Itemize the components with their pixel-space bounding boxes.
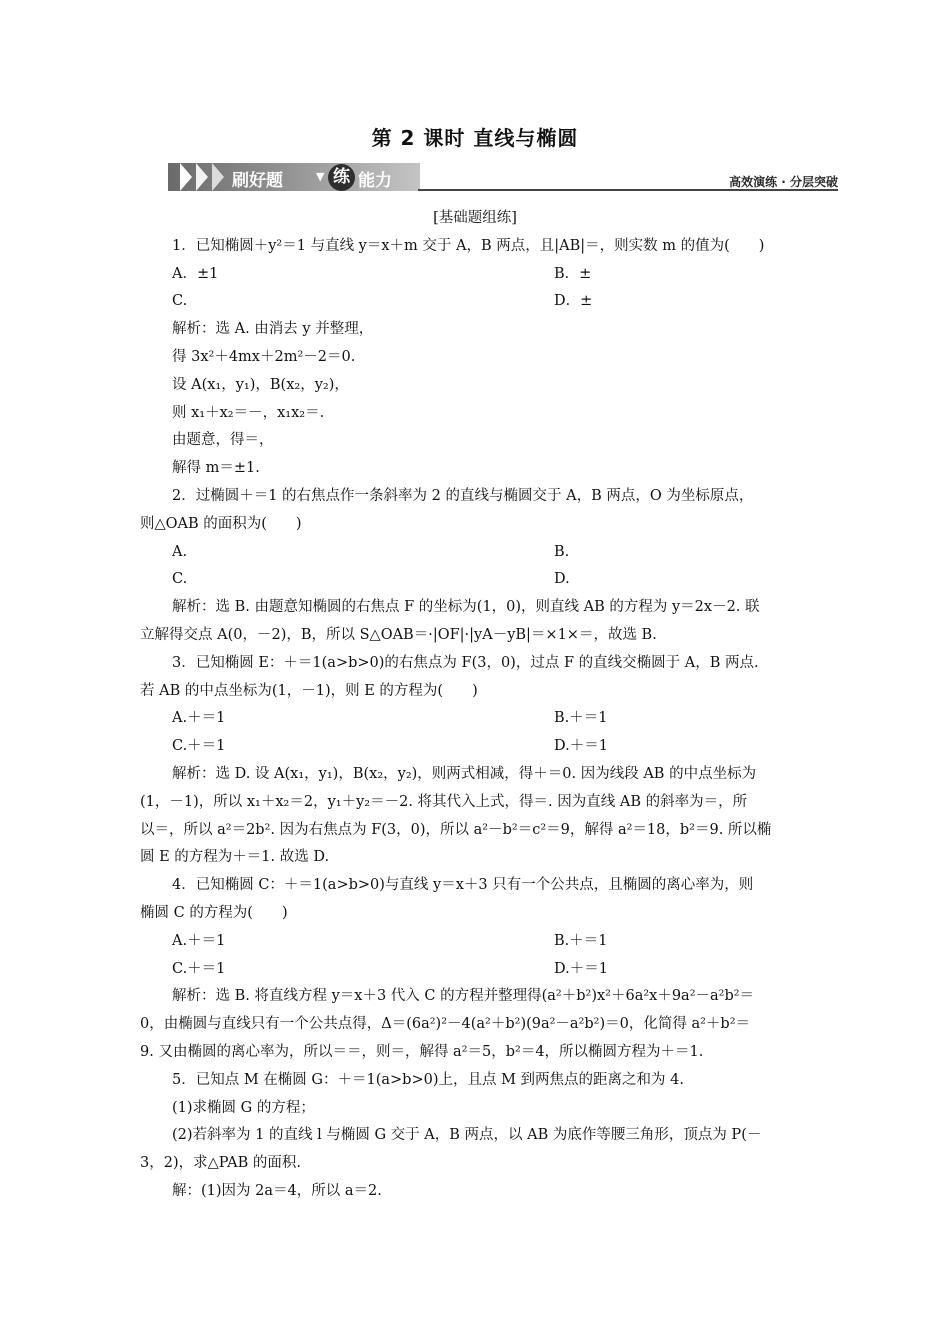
text-line xyxy=(0,1122,950,1150)
line-text-option: B．± xyxy=(554,265,592,282)
text-line xyxy=(0,928,950,956)
line-text: A.＋＝1 xyxy=(172,932,226,949)
text-line xyxy=(0,983,950,1011)
banner-circle-char: 练 xyxy=(328,164,355,191)
banner-dot-icon: ▼ xyxy=(316,170,325,183)
text-line xyxy=(0,678,950,706)
line-text: 解：(1)因为 2a＝4，所以 a＝2. xyxy=(172,1182,382,1199)
chevron-right-icon xyxy=(180,163,192,191)
text-line xyxy=(0,650,950,678)
text-line xyxy=(0,1067,950,1095)
text-line xyxy=(0,483,950,511)
line-text: A.＋＝1 xyxy=(172,710,226,727)
text-line xyxy=(0,1150,950,1178)
text-line xyxy=(0,511,950,539)
banner-label-2: 能力 xyxy=(358,171,392,191)
line-text: 解析：选 A. 由消去 y 并整理， xyxy=(172,321,374,338)
line-text: 1．已知椭圆＋y²＝1 与直线 y＝x＋m 交于 A，B 两点，且|AB|＝，则实数 m 的值为( ) xyxy=(172,237,765,254)
line-text: C.＋＝1 xyxy=(172,960,226,977)
text-line xyxy=(0,594,950,622)
text-line xyxy=(0,233,950,261)
text-line xyxy=(0,844,950,872)
text-line xyxy=(0,344,950,372)
text-line xyxy=(0,956,950,984)
text-line xyxy=(0,455,950,483)
text-line xyxy=(0,261,950,289)
line-text: A．±1 xyxy=(172,265,219,282)
text-line xyxy=(0,288,950,316)
line-text: 解析：选 B. 将直线方程 y＝x＋3 代入 C 的方程并整理得(a²＋b²)x²＋6a²x＋9a²－a²b²＝ xyxy=(172,988,755,1005)
text-line xyxy=(0,733,950,761)
line-text: 解析：选 B. 由题意知椭圆的右焦点 F 的坐标为(1，0)，则直线 AB 的方程为 y＝2x－2. 联 xyxy=(172,599,760,616)
text-line xyxy=(0,566,950,594)
line-text: (1，－1)，所以 x₁＋x₂＝2，y₁＋y₂＝－2. 将其代入上式，得＝. 因为直线 AB 的斜率为＝，所 xyxy=(140,793,748,810)
line-text-option: B.＋＝1 xyxy=(554,710,608,727)
section-heading: [基础题组练] xyxy=(433,210,517,226)
line-text-option: D．± xyxy=(554,293,593,310)
line-text: 立解得交点 A(0，－2)，B，所以 S△OAB＝·|OF|·|yA－yB|＝×1×＝，故选 B. xyxy=(140,626,657,643)
line-text-option: D.＋＝1 xyxy=(554,738,608,755)
chevron-right-icon xyxy=(196,163,208,191)
line-text: 则 x₁＋x₂＝－，x₁x₂＝. xyxy=(172,404,325,421)
line-text: 解得 m＝±1. xyxy=(172,460,260,477)
line-text: 由题意，得＝， xyxy=(172,432,274,449)
text-lines xyxy=(0,233,950,1206)
line-text: 3，2)，求△PAB 的面积. xyxy=(140,1155,302,1172)
text-line xyxy=(0,1178,950,1206)
line-text: C. xyxy=(172,293,188,310)
text-line xyxy=(0,1039,950,1067)
line-text: (2)若斜率为 1 的直线 l 与椭圆 G 交于 A，B 两点，以 AB 为底作等腰三角形，顶点为 P(－ xyxy=(172,1127,762,1144)
text-line xyxy=(0,817,950,845)
line-text: 3．已知椭圆 E：＋＝1(a>b>0)的右焦点为 F(3，0)，过点 F 的直线交椭圆于 A，B 两点. xyxy=(172,654,759,671)
line-text: 2．过椭圆＋＝1 的右焦点作一条斜率为 2 的直线与椭圆交于 A，B 两点，O 为坐标原点， xyxy=(172,487,754,504)
line-text: 0，由椭圆与直线只有一个公共点得，Δ＝(6a²)²－4(a²＋b²)(9a²－a²b²)＝0，化简得 a²＋b²＝ xyxy=(140,1016,751,1033)
document-body xyxy=(0,205,950,1206)
line-text: 设 A(x₁，y₁)，B(x₂，y₂)， xyxy=(172,376,349,393)
line-text: 5．已知点 M 在椭圆 G：＋＝1(a>b>0)上，且点 M 到两焦点的距离之和为 4. xyxy=(172,1071,684,1088)
text-line xyxy=(0,789,950,817)
line-text: 若 AB 的中点坐标为(1，－1)，则 E 的方程为( ) xyxy=(140,682,478,699)
section-banner xyxy=(168,160,838,196)
text-line xyxy=(0,900,950,928)
page-title: 第 2 课时 直线与椭圆 xyxy=(371,126,579,150)
line-text: C.＋＝1 xyxy=(172,738,226,755)
line-text: 圆 E 的方程为＋＝1. 故选 D. xyxy=(140,849,330,866)
text-line xyxy=(0,427,950,455)
line-text: C. xyxy=(172,571,188,588)
line-text: 4．已知椭圆 C：＋＝1(a>b>0)与直线 y＝x＋3 只有一个公共点，且椭圆的离心率为，则 xyxy=(172,877,754,894)
text-line xyxy=(0,872,950,900)
text-line xyxy=(0,1095,950,1123)
line-text-option: B. xyxy=(554,543,570,560)
text-line xyxy=(0,705,950,733)
line-text: 椭圆 C 的方程为( ) xyxy=(140,904,288,921)
banner-label: 刷好题 xyxy=(232,171,283,191)
text-line xyxy=(0,372,950,400)
section-heading-line xyxy=(0,205,950,233)
banner-right-text: 高效演练 · 分层突破 xyxy=(729,175,838,189)
line-text-option: B.＋＝1 xyxy=(554,932,608,949)
line-text-option: D. xyxy=(554,571,570,588)
text-line xyxy=(0,316,950,344)
line-text: 9. 又由椭圆的离心率为，所以＝＝，则＝，解得 a²＝5，b²＝4，所以椭圆方程为＋＝1. xyxy=(140,1043,704,1060)
text-line xyxy=(0,539,950,567)
line-text: 得 3x²＋4mx＋2m²－2＝0. xyxy=(172,348,356,365)
line-text: 解析：选 D. 设 A(x₁，y₁)，B(x₂，y₂)，则两式相减，得＋＝0. 因为线段 AB 的中点坐标为 xyxy=(172,765,757,782)
line-text: 以＝，所以 a²＝2b². 因为右焦点为 F(3，0)，所以 a²－b²＝c²＝9，解得 a²＝18，b²＝9. 所以椭 xyxy=(140,821,772,838)
line-text-option: D.＋＝1 xyxy=(554,960,608,977)
line-text: 则△OAB 的面积为( ) xyxy=(140,515,302,532)
text-line xyxy=(0,622,950,650)
line-text: A. xyxy=(172,543,188,560)
line-text: (1)求椭圆 G 的方程； xyxy=(172,1099,315,1116)
chevron-right-icon xyxy=(212,163,224,191)
text-line xyxy=(0,761,950,789)
text-line xyxy=(0,1011,950,1039)
text-line xyxy=(0,400,950,428)
